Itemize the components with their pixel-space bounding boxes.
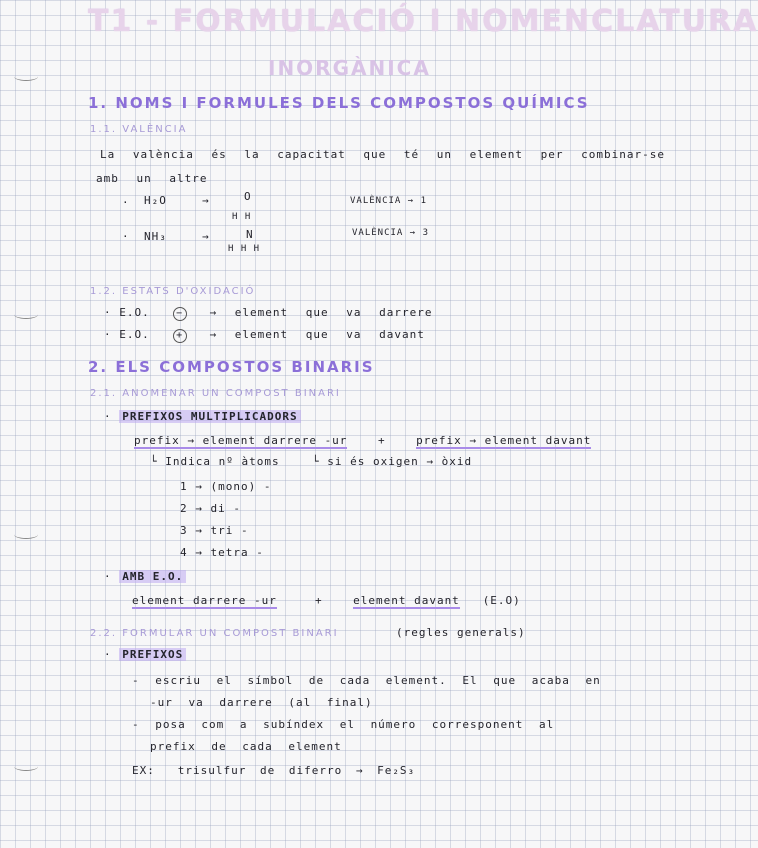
subsection-1-2: 1.2. ESTATS D'OXIDACIÓ	[90, 286, 256, 297]
example-1-valence: VALÈNCIA → 1	[350, 196, 428, 206]
amb-eo-row: · AMB E.O.	[104, 570, 186, 583]
eo-row-1: · E.O. − → element que va darrere	[104, 306, 433, 319]
minus-circle-icon: −	[173, 307, 187, 321]
indica-text: Indica nº àtoms	[165, 455, 280, 468]
binder-hole	[14, 530, 38, 539]
page-subtitle: INORGÀNICA	[268, 56, 431, 80]
example-1-structure-top: O	[244, 190, 252, 203]
example-1-arrow: →	[202, 194, 210, 207]
example-2-structure-bottom: H H H	[228, 244, 261, 254]
prefixos-multiplicadors-row: · PREFIXOS MULTIPLICADORS	[104, 410, 301, 423]
eo-text: → element que va davant	[209, 328, 425, 341]
section-2-heading: 2. ELS COMPOSTOS BINARIS	[88, 358, 375, 376]
indica-row: └ Indica nº àtoms	[150, 455, 280, 468]
eo-row-2: · E.O. + → element que va davant	[104, 328, 425, 341]
oxigen-text: si és oxigen → òxid	[327, 455, 473, 468]
eo-label: E.O.	[119, 328, 150, 341]
amb-rule-row	[132, 594, 521, 607]
rule-right: prefix → element davant	[416, 434, 592, 447]
bullet-1-line-1: - escriu el símbol de cada element. El que acaba en	[132, 674, 601, 687]
prefix-item: 2 → di -	[180, 502, 241, 515]
plus-circle-icon: +	[173, 329, 187, 343]
amb-rule-plus: +	[314, 594, 323, 607]
example-2-valence: VALÈNCIA → 3	[352, 228, 430, 238]
amb-eo-label: AMB E.O.	[119, 570, 186, 583]
bullet: ·	[122, 196, 130, 209]
prefix-item: 4 → tetra -	[180, 546, 264, 559]
example-2-formula: NH₃	[144, 230, 167, 243]
bullet-2-line-1: - posa com a subíndex el número corresponent al	[132, 718, 555, 731]
example-1-structure-bottom: H H	[232, 212, 252, 222]
section-1-heading: 1. NOMS I FORMULES DELS COMPOSTOS QUÍMICS	[88, 94, 590, 112]
regles-generals: (regles generals)	[396, 626, 526, 639]
prefixos-label: PREFIXOS	[119, 648, 186, 661]
example-1-formula: H₂O	[144, 194, 167, 207]
oxigen-row: └ si és oxigen → òxid	[312, 455, 473, 468]
prefixos-multiplicadors-label: PREFIXOS MULTIPLICADORS	[119, 410, 300, 423]
prefix-item: 1 → (mono) -	[180, 480, 272, 493]
bullet: ·	[122, 230, 130, 243]
eo-text: → element que va darrere	[209, 306, 433, 319]
rule-plus: +	[377, 434, 386, 447]
prefix-item: 3 → tri -	[180, 524, 249, 537]
amb-rule-left: element darrere -ur	[132, 594, 277, 607]
example-label: EX:	[132, 764, 155, 777]
subsection-1-1: 1.1. VALÈNCIA	[90, 124, 188, 135]
example-2-structure-top: N	[246, 228, 254, 241]
example-2-arrow: →	[202, 230, 210, 243]
bullet-1-line-2: -ur va darrere (al final)	[150, 696, 373, 709]
bullet-2-line-2: prefix de cada element	[150, 740, 342, 753]
rule-row	[134, 434, 591, 447]
prefixos-row: · PREFIXOS	[104, 648, 186, 661]
page-title: T1 - FORMULACIÓ I NOMENCLATURA	[88, 4, 758, 39]
subsection-2-1: 2.1. ANOMENAR UN COMPOST BINARI	[90, 388, 341, 399]
binder-hole	[14, 310, 38, 319]
subsection-2-2: 2.2. FORMULAR UN COMPOST BINARI	[90, 628, 339, 639]
amb-rule-right: element davant	[353, 594, 460, 607]
example-row	[132, 764, 415, 777]
example-text: trisulfur de diferro → Fe₂S₃	[177, 764, 416, 777]
rule-left: prefix → element darrere -ur	[134, 434, 348, 447]
definition-line-1: La valència és la capacitat que té un element per combinar-se	[100, 148, 665, 161]
eo-label: E.O.	[119, 306, 150, 319]
amb-eo-paren: (E.O)	[482, 594, 521, 607]
definition-line-2: amb un altre	[96, 172, 208, 185]
binder-hole	[14, 72, 38, 81]
binder-hole	[14, 762, 38, 771]
